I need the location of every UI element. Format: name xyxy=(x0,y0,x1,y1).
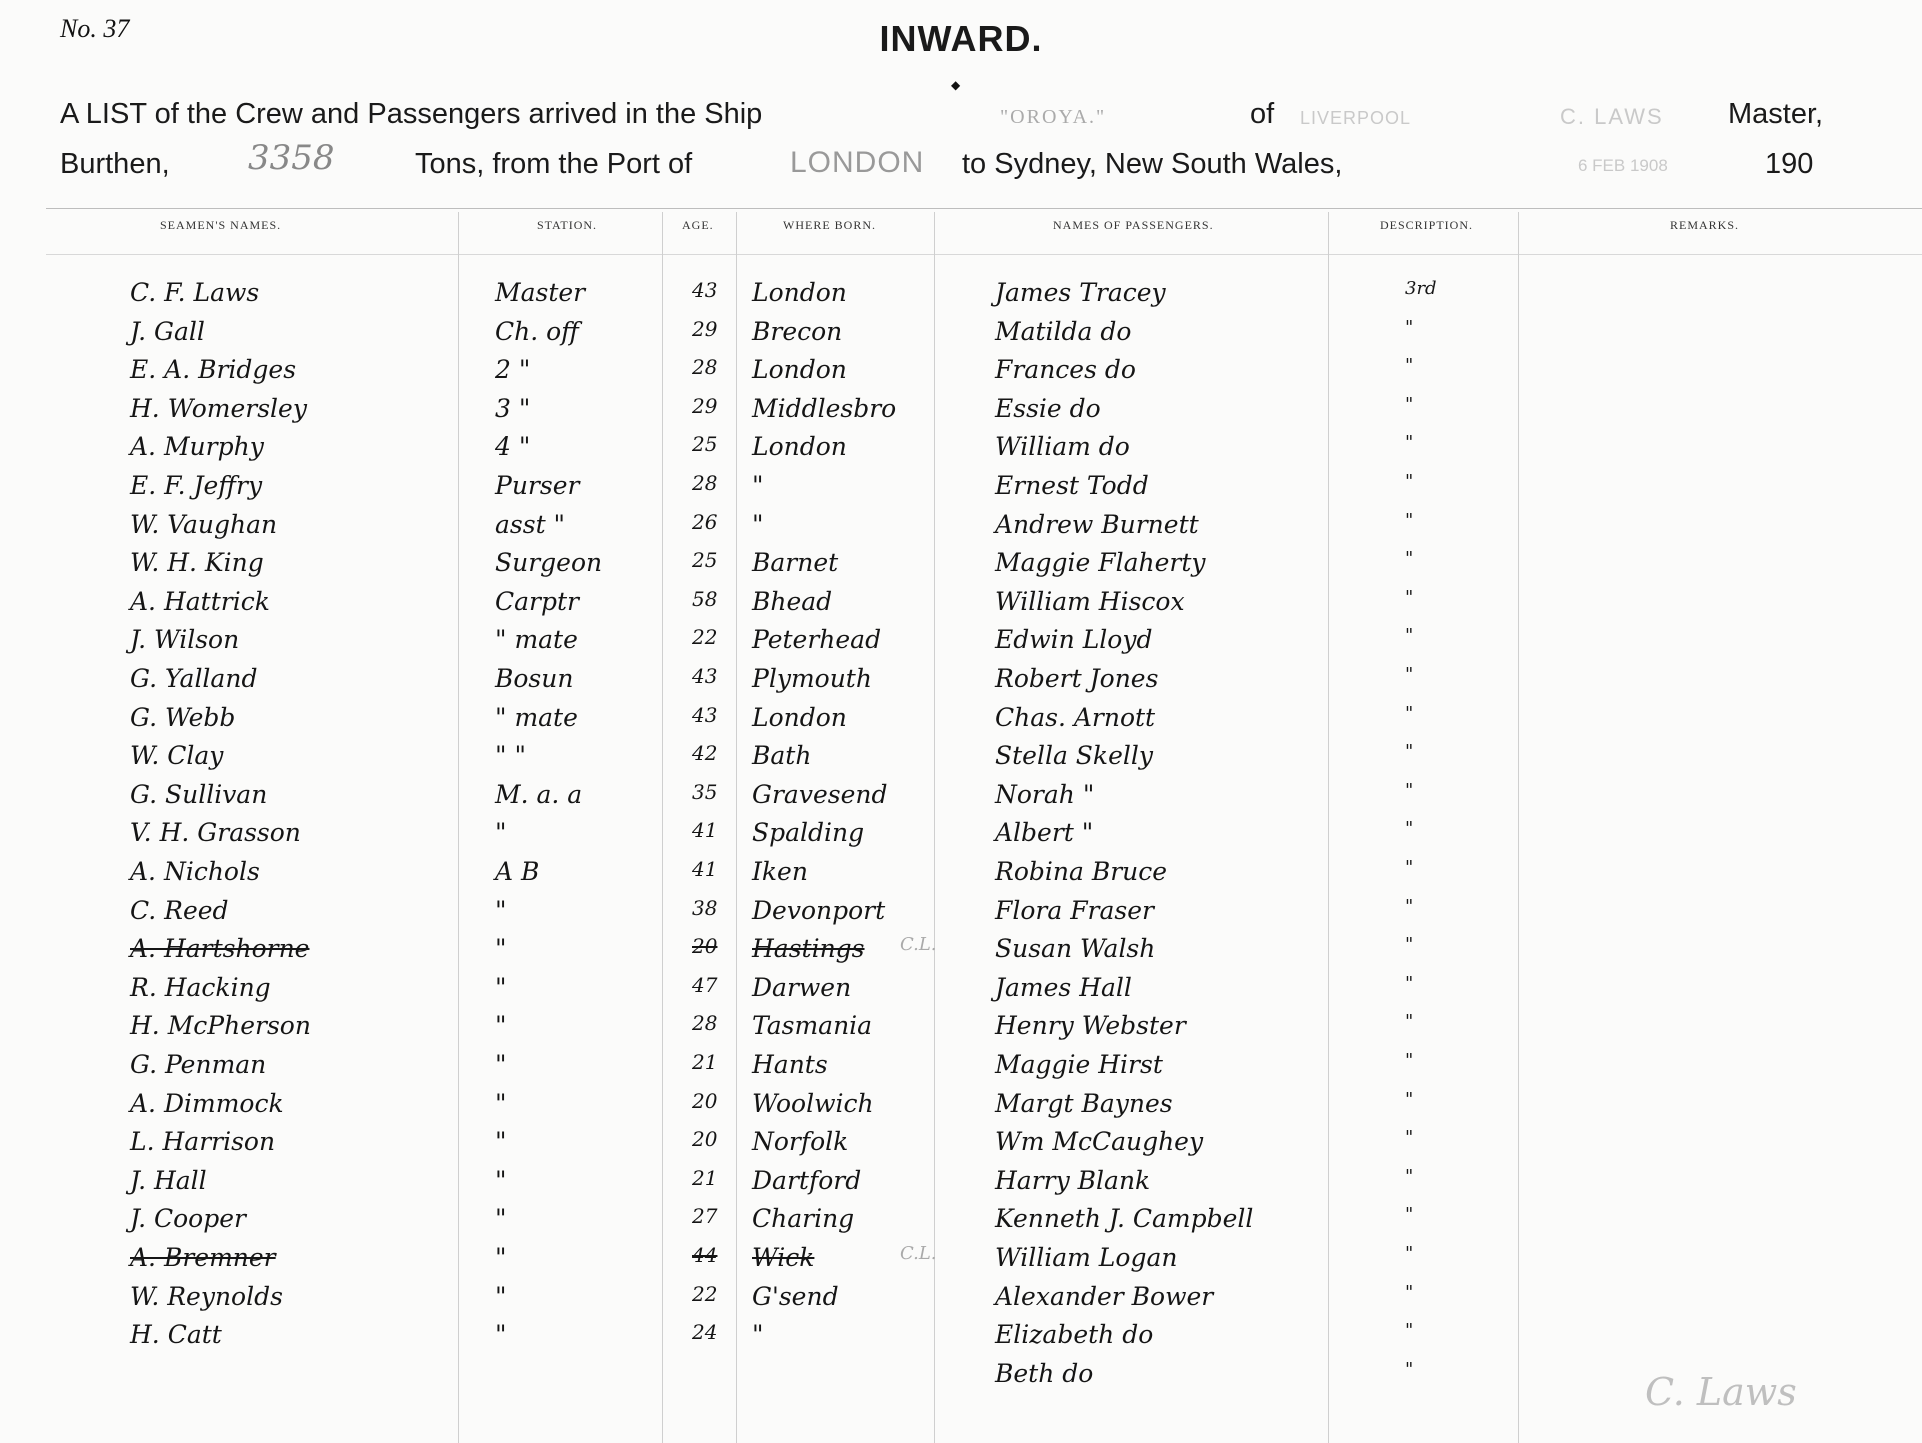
description: " xyxy=(1405,471,1414,492)
age: 20 xyxy=(692,934,718,959)
home-port: LIVERPOOL xyxy=(1300,108,1412,128)
seaman-name: W. Vaughan xyxy=(130,509,278,539)
station: " xyxy=(495,972,507,1002)
table-row xyxy=(0,818,1922,858)
where-born: Tasmania xyxy=(752,1011,873,1041)
age: 43 xyxy=(692,278,718,302)
table-row xyxy=(0,355,1922,395)
seaman-name: G. Sullivan xyxy=(130,779,268,809)
seaman-name: H. McPherson xyxy=(130,1011,311,1041)
port-of-departure: LONDON xyxy=(790,146,925,179)
table-row xyxy=(0,896,1922,936)
passenger-name: Wm McCaughey xyxy=(995,1127,1204,1157)
passenger-name: Albert " xyxy=(995,818,1094,848)
col-header-passengers: NAMES OF PASSENGERS. xyxy=(1053,218,1214,232)
description: " xyxy=(1405,509,1414,531)
seaman-name: H. Catt xyxy=(130,1320,222,1350)
passenger-name: Alexander Bower xyxy=(995,1281,1214,1311)
passenger-name: Maggie Flaherty xyxy=(995,548,1206,578)
passenger-name: Harry Blank xyxy=(995,1165,1151,1195)
master-signature: C. Laws xyxy=(1645,1370,1797,1414)
where-born: " xyxy=(752,471,764,500)
where-born: Middlesbro xyxy=(752,393,897,423)
passenger-name: Henry Webster xyxy=(995,1011,1186,1041)
tons-from-label: Tons, from the Port of xyxy=(415,148,693,180)
table-row xyxy=(0,1359,1922,1399)
passenger-name: Kenneth J. Campbell xyxy=(995,1204,1254,1234)
seaman-name: J. Wilson xyxy=(130,625,240,655)
where-born: Wick xyxy=(752,1243,815,1272)
master-name: C. LAWS xyxy=(1560,104,1664,129)
station: " xyxy=(495,1243,507,1272)
passenger-name: Robert Jones xyxy=(995,664,1159,693)
table-row xyxy=(0,1127,1922,1167)
col-header-age: AGE. xyxy=(682,218,714,232)
station: 4 " xyxy=(495,432,531,462)
age: 58 xyxy=(692,586,718,611)
station: 3 " xyxy=(495,393,531,423)
col-header-station: STATION. xyxy=(537,218,598,232)
where-born: Brecon xyxy=(752,316,843,346)
seaman-name: E. F. Jeffry xyxy=(130,471,263,500)
page-title: INWARD. xyxy=(879,18,1043,59)
passenger-name: Edwin Lloyd xyxy=(995,625,1153,655)
where-born: " xyxy=(752,509,764,539)
station: Purser xyxy=(495,471,580,500)
table-row xyxy=(0,973,1922,1013)
age: 22 xyxy=(692,625,718,650)
age: 38 xyxy=(692,895,718,920)
table-row xyxy=(0,1204,1922,1244)
table-row xyxy=(0,510,1922,550)
age: 28 xyxy=(692,1011,718,1036)
where-born: London xyxy=(752,278,847,307)
seaman-name: A. Hattrick xyxy=(130,586,270,616)
table-row xyxy=(0,1011,1922,1051)
station: " mate xyxy=(495,625,578,655)
where-born: " xyxy=(752,1320,764,1350)
seaman-name: V. H. Grasson xyxy=(130,818,301,848)
where-born: Devonport xyxy=(752,895,886,925)
seaman-name: C. F. Laws xyxy=(130,278,260,307)
where-born: Peterhead xyxy=(752,625,882,655)
where-born: G'send xyxy=(752,1281,839,1311)
age: 28 xyxy=(692,355,718,380)
table-row xyxy=(0,780,1922,820)
station: Surgeon xyxy=(495,548,603,578)
table-row xyxy=(0,587,1922,627)
passenger-name: Ernest Todd xyxy=(995,471,1149,500)
description: " xyxy=(1405,1127,1414,1149)
passenger-name: Stella Skelly xyxy=(995,741,1153,771)
seaman-name: A. Dimmock xyxy=(130,1088,284,1118)
description: " xyxy=(1405,1088,1414,1110)
station: Ch. off xyxy=(495,316,579,346)
where-born: Iken xyxy=(752,857,808,886)
age: 24 xyxy=(692,1320,718,1345)
col-header-born: WHERE BORN. xyxy=(783,218,876,232)
header-bottom-rule xyxy=(46,254,1922,255)
seaman-name: G. Yalland xyxy=(130,664,258,693)
seaman-name: R. Hacking xyxy=(130,972,271,1002)
title-ornament-icon: ◆ xyxy=(951,78,961,92)
description: " xyxy=(1405,1050,1414,1071)
station: " xyxy=(495,1204,507,1234)
description: " xyxy=(1405,895,1414,917)
description: " xyxy=(1405,1011,1414,1033)
passenger-name: Margt Baynes xyxy=(995,1088,1173,1118)
station: A B xyxy=(495,857,540,886)
passenger-name: Flora Fraser xyxy=(995,895,1154,925)
age: 25 xyxy=(692,432,718,457)
description: " xyxy=(1405,1358,1414,1380)
station: " xyxy=(495,1281,507,1311)
description: " xyxy=(1405,702,1414,724)
where-born: Darwen xyxy=(752,972,852,1002)
description: " xyxy=(1405,548,1414,570)
table-row xyxy=(0,1282,1922,1322)
age: 47 xyxy=(692,972,718,997)
of-label: of xyxy=(1250,98,1275,130)
description: " xyxy=(1405,1165,1414,1187)
where-born: Woolwich xyxy=(752,1088,874,1118)
description: " xyxy=(1405,934,1414,956)
table-row xyxy=(0,934,1922,974)
master-label: Master, xyxy=(1728,98,1824,130)
age: 26 xyxy=(692,509,718,534)
age: 20 xyxy=(692,1127,718,1152)
age: 20 xyxy=(692,1088,718,1113)
age: 43 xyxy=(692,664,718,688)
passenger-name: William Hiscox xyxy=(995,586,1185,616)
table-row xyxy=(0,548,1922,588)
seaman-name: G. Penman xyxy=(130,1050,267,1079)
age: 43 xyxy=(692,702,718,727)
where-born: London xyxy=(752,432,847,462)
table-row xyxy=(0,394,1922,434)
seaman-name: A. Hartshorne xyxy=(130,934,310,964)
station: " xyxy=(495,1165,507,1195)
seaman-name: G. Webb xyxy=(130,702,236,732)
seaman-name: A. Bremner xyxy=(130,1243,276,1272)
where-born: Hants xyxy=(752,1050,828,1079)
age: 42 xyxy=(692,741,718,766)
description: " xyxy=(1405,1243,1414,1264)
seaman-name: C. Reed xyxy=(130,895,229,925)
table-row xyxy=(0,741,1922,781)
table-row xyxy=(0,625,1922,665)
seaman-name: E. A. Bridges xyxy=(130,355,297,385)
age: 29 xyxy=(692,316,718,341)
station: Carptr xyxy=(495,586,579,616)
seaman-name: W. Clay xyxy=(130,741,224,771)
table-row xyxy=(0,1050,1922,1090)
seaman-name: J. Cooper xyxy=(130,1204,246,1234)
burthen-value: 3358 xyxy=(248,138,335,178)
description: " xyxy=(1405,625,1414,647)
table-row xyxy=(0,317,1922,357)
description: " xyxy=(1405,664,1414,685)
passenger-name: Susan Walsh xyxy=(995,934,1156,964)
correction-note: C.L. xyxy=(900,934,937,956)
seaman-name: W. Reynolds xyxy=(130,1281,283,1311)
seaman-name: W. H. King xyxy=(130,548,264,578)
description: " xyxy=(1405,355,1414,377)
ship-name: "OROYA." xyxy=(1000,106,1107,128)
age: 22 xyxy=(692,1281,718,1306)
table-row xyxy=(0,1166,1922,1206)
where-born: Spalding xyxy=(752,818,865,848)
seaman-name: J. Gall xyxy=(130,316,205,346)
age: 41 xyxy=(692,857,718,881)
where-born: Bhead xyxy=(752,586,833,616)
station: 2 " xyxy=(495,355,531,385)
passenger-name: Maggie Hirst xyxy=(995,1050,1163,1079)
station: " " xyxy=(495,741,526,771)
age: 21 xyxy=(692,1050,718,1074)
table-row xyxy=(0,1243,1922,1283)
description: " xyxy=(1405,972,1414,994)
station: " xyxy=(495,818,507,848)
station: Master xyxy=(495,278,586,307)
age: 25 xyxy=(692,548,718,573)
age: 27 xyxy=(692,1204,718,1229)
description: " xyxy=(1405,1320,1414,1342)
table-row xyxy=(0,471,1922,511)
destination-label: to Sydney, New South Wales, xyxy=(962,148,1343,180)
station: Bosun xyxy=(495,664,574,693)
passenger-name: Andrew Burnett xyxy=(995,509,1199,539)
where-born: Hastings xyxy=(752,934,865,964)
seaman-name: H. Womersley xyxy=(130,393,307,423)
where-born: Barnet xyxy=(752,548,839,578)
passenger-name: Essie do xyxy=(995,393,1101,423)
seaman-name: A. Nichols xyxy=(130,857,260,886)
date-stamp: 6 FEB 1908 xyxy=(1578,156,1668,175)
seaman-name: A. Murphy xyxy=(130,432,264,462)
table-row xyxy=(0,664,1922,704)
passenger-name: Frances do xyxy=(995,355,1136,385)
table-row xyxy=(0,703,1922,743)
station: " xyxy=(495,1127,507,1157)
where-born: Gravesend xyxy=(752,779,888,809)
col-header-remarks: REMARKS. xyxy=(1670,218,1740,232)
where-born: Bath xyxy=(752,741,812,771)
seaman-name: J. Hall xyxy=(130,1165,207,1195)
description: " xyxy=(1405,857,1414,878)
description: " xyxy=(1405,586,1414,608)
year-label: 190 xyxy=(1765,148,1814,180)
list-heading: A LIST of the Crew and Passengers arrived in the Ship xyxy=(60,98,763,130)
table-row xyxy=(0,278,1922,318)
description: 3rd xyxy=(1405,278,1437,299)
where-born: London xyxy=(752,355,847,385)
where-born: London xyxy=(752,702,847,732)
passenger-name: William do xyxy=(995,432,1130,462)
passenger-name: William Logan xyxy=(995,1243,1178,1272)
seaman-name: L. Harrison xyxy=(130,1127,276,1157)
correction-note: C.L. xyxy=(900,1243,937,1264)
age: 28 xyxy=(692,471,718,495)
table-top-rule xyxy=(46,208,1922,209)
col-header-description: DESCRIPTION. xyxy=(1380,218,1474,232)
station: " xyxy=(495,1320,507,1350)
passenger-name: James Hall xyxy=(995,972,1132,1002)
burthen-label: Burthen, xyxy=(60,148,170,180)
station: " xyxy=(495,1050,507,1079)
passenger-name: Elizabeth do xyxy=(995,1320,1154,1350)
station: " xyxy=(495,1011,507,1041)
description: " xyxy=(1405,779,1414,801)
passenger-name: Matilda do xyxy=(995,316,1132,346)
description: " xyxy=(1405,432,1414,454)
table-row xyxy=(0,1089,1922,1129)
col-header-seamen: SEAMEN'S NAMES. xyxy=(160,218,282,232)
station: M. a. a xyxy=(495,779,583,809)
passenger-name: Chas. Arnott xyxy=(995,702,1156,732)
station: " xyxy=(495,934,507,964)
passenger-name: Robina Bruce xyxy=(995,857,1168,886)
where-born: Dartford xyxy=(752,1165,862,1195)
table-row xyxy=(0,857,1922,897)
passenger-name: James Tracey xyxy=(995,278,1166,307)
age: 21 xyxy=(692,1165,718,1190)
description: " xyxy=(1405,393,1414,415)
description: " xyxy=(1405,818,1414,840)
description: " xyxy=(1405,1204,1414,1226)
age: 29 xyxy=(692,393,718,418)
passenger-name: Norah " xyxy=(995,779,1095,809)
table-row xyxy=(0,1320,1922,1360)
table-row xyxy=(0,432,1922,472)
where-born: Plymouth xyxy=(752,664,872,693)
station: " xyxy=(495,895,507,925)
age: 35 xyxy=(692,779,718,804)
age: 44 xyxy=(692,1243,718,1267)
description: " xyxy=(1405,1281,1414,1303)
description: " xyxy=(1405,741,1414,763)
station: asst " xyxy=(495,509,566,539)
description: " xyxy=(1405,316,1414,338)
age: 41 xyxy=(692,818,718,843)
station: " xyxy=(495,1088,507,1118)
record-number: No. 37 xyxy=(60,14,130,43)
passenger-name: Beth do xyxy=(995,1358,1094,1388)
where-born: Charing xyxy=(752,1204,855,1234)
station: " mate xyxy=(495,702,578,732)
where-born: Norfolk xyxy=(752,1127,849,1157)
